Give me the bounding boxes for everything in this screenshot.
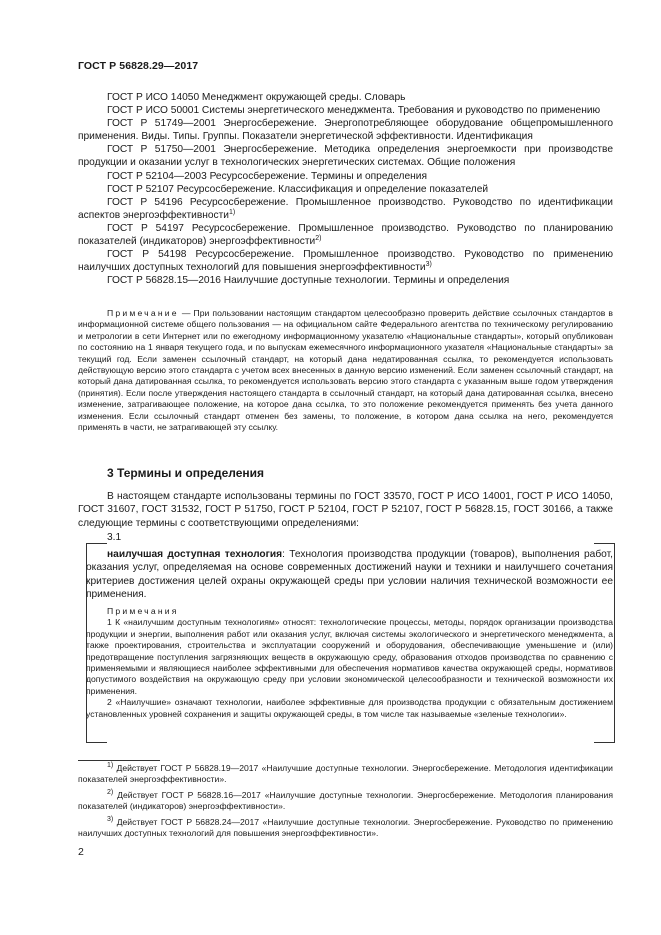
document-header: ГОСТ Р 56828.29—2017: [78, 60, 199, 72]
box-corner-bottom: [87, 742, 107, 743]
footnote-ref[interactable]: 2): [315, 235, 322, 243]
footnote: $^{3)}$ Действует ГОСТ Р 56828.24—2017 «Наилучшие доступные технологии. Энергосбережение. Руководство по применению наилучших доступных технологий для повышения энергоэффективности».: [78, 815, 613, 839]
footnote: $^{1)}$ Действует ГОСТ Р 56828.19—2017 «Наилучшие доступные технологии. Энергосбережение. Методология идентификации показателей энергоэффективности».: [78, 762, 613, 785]
normative-references: [78, 91, 613, 287]
term-definition: [86, 548, 613, 601]
notes-label: Примечания: [107, 606, 179, 616]
note-text: — При пользовании настоящим стандартом целесообразно проверить действие ссылочных стандартов в информационной системе общего пользования — на официальном сайте Федерального агентства по техническому регулированию и метрологии в сети Интернет или по ежегодному информационному указателю «Национальные стандарты», который опубликован по состоянию на 1 января текущего года, и по выпускам ежемесячного информационного указателя «Национальные стандарты» за текущий год. Если заменен ссылочный стандарт, на который дана недатированная ссылка, то рекомендуется использовать действующую версию этого стандарта с учетом всех внесенных в данную версию изменений. Если заменен ссылочный стандарт, на который дана датированная ссылка, то рекомендуется использовать версию этого стандарта с указанным выше годом утверждения (принятия). Если после утверждения настоящего стандарта в ссылочный стандарт, на который дана датированная ссылка, внесено изменение, затрагивающее положение, на которое дана ссылка, то это положение рекомендуется применять без учета данного изменения. Если ссылочный стандарт отменен без замены, то положение, в котором дана ссылка на него, рекомендуется применять в части, не затрагивающей эту ссылку.: [78, 308, 613, 433]
reference-item: ГОСТ Р 54198 Ресурсосбережение. Промышленное производство. Руководство по применению наилучших доступных технологий для повышения энергоэффективности$^{3)}$: [78, 249, 613, 274]
term-name: наилучшая доступная технология: [107, 549, 283, 560]
reference-item: ГОСТ Р 52104—2003 Ресурсосбережение. Термины и определения: [107, 170, 428, 182]
footnote-mark: 3): [107, 815, 114, 823]
reference-item: ГОСТ Р 51749—2001 Энергосбережение. Энергопотребляющее оборудование общепромышленного применения. Виды. Типы. Группы. Показатели энергетической эффективности. Идентификация: [78, 118, 613, 143]
reference-item: ГОСТ Р 54196 Ресурсосбережение. Промышленное производство. Руководство по идентификации аспектов энергоэффективности$^{1)}$: [78, 196, 613, 221]
reference-item: ГОСТ Р ИСО 14050 Менеджмент окружающей среды. Словарь: [107, 92, 406, 103]
section-title: 3 Термины и определения: [107, 466, 265, 480]
section-intro: В настоящем стандарте использованы термины по ГОСТ 33570, ГОСТ Р ИСО 14001, ГОСТ Р ИСО 14050, ГОСТ 31607, ГОСТ 31532, ГОСТ Р 51750, ГОСТ Р 52104, ГОСТ Р 52107, ГОСТ Р 56828.15, ГОСТ 30166, а также следующие термины с соответствующими определениями:: [78, 491, 613, 529]
reference-item: ГОСТ Р 52107 Ресурсосбережение. Классификация и определение показателей: [107, 183, 489, 195]
box-corner-top: [594, 543, 614, 544]
footnote: $^{2)}$ Действует ГОСТ Р 56828.16—2017 «Наилучшие доступные технологии. Энергосбережение. Методология планирования показателей (индикаторов) энергоэффективности».: [78, 788, 613, 812]
footnote-mark: 1): [107, 762, 114, 769]
page-number: 2: [78, 846, 84, 858]
reference-item: ГОСТ Р 54197 Ресурсосбережение. Промышленное производство. Руководство по планированию показателей (индикаторов) энергоэффективности$^{2)}$: [78, 222, 613, 248]
references-note: [78, 308, 613, 433]
footnotes: [78, 763, 613, 843]
term-notes: [86, 606, 613, 720]
footnote-ref[interactable]: 1): [229, 208, 236, 216]
reference-item: ГОСТ Р 56828.15—2016 Наилучшие доступные технологии. Термины и определения: [107, 275, 510, 287]
term-note: 1 К «наилучшим доступным технологиям» относят: технологические процессы, методы, порядок организации производства продукции и энергии, выполнения работ или оказания услуг, включая системы экологического и энергетического менеджмента, а также проектирования, строительства и эксплуатации сооружений и оборудования, обеспечивающие уменьшение и (или) предотвращение поступления загрязняющих веществ в окружающую среду, образования отходов производства по сравнению с применяемыми и являющиеся наиболее эффективными для обеспечения нормативов качества окружающей среды, нормативов допустимого воздействия на окружающую среду при условии экономической целесообразности и технической возможности их применения.: [86, 617, 613, 696]
box-corner-top: [87, 543, 107, 544]
reference-item: ГОСТ Р ИСО 50001 Системы энергетического менеджмента. Требования и руководство по применению: [107, 105, 601, 117]
definition-text: : Технология производства продукции (товаров), выполнения работ, оказания услуг, определяемая на основе современных достижений науки и техники и наилучшего сочетания критериев достижения целей охраны окружающей среды при условии наличия технической возможности ее применения.: [86, 549, 613, 600]
footnote-mark: 2): [107, 788, 114, 796]
reference-item: ГОСТ Р 51750—2001 Энергосбережение. Методика определения энергоемкости при производстве продукции и оказании услуг в технологических энергетических системах. Общие положения: [78, 144, 613, 169]
footnote-ref[interactable]: 3): [425, 261, 432, 269]
box-corner-bottom: [594, 742, 614, 743]
term-note: 2 «Наилучшие» означают технологии, наиболее эффективные для производства продукции с обязательным достижением установленных уровней сохранения и защиты окружающей среды, в том числе так называемые «зеленые технологии».: [86, 697, 613, 719]
note-label: Примечание: [107, 308, 179, 318]
term-number: 3.1: [107, 532, 122, 543]
footnote-separator: [78, 760, 160, 761]
